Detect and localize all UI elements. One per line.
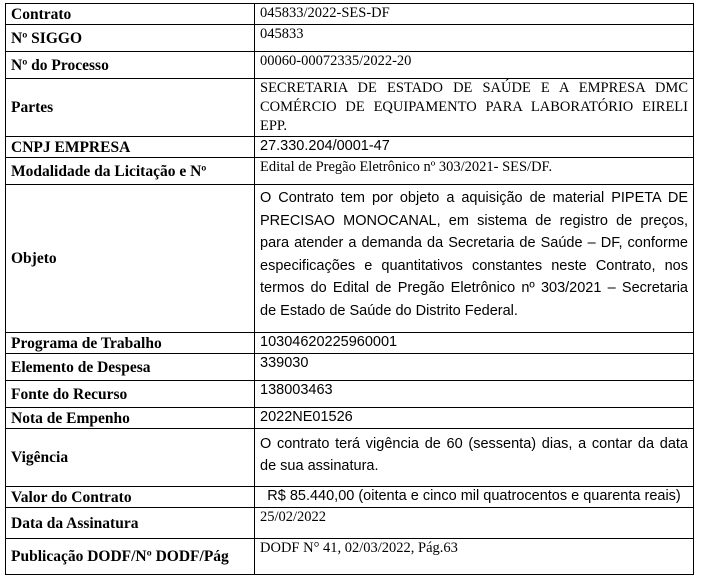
value-cnpj: 27.330.204/0001-47	[255, 137, 694, 158]
label-contrato: Contrato	[6, 4, 255, 25]
value-valor: R$ 85.440,00 (oitenta e cinco mil quatrocentos e quarenta reais)	[255, 487, 694, 508]
label-fonte: Fonte do Recurso	[6, 381, 255, 408]
label-publicacao: Publicação DODF/Nº DODF/Pág	[6, 539, 255, 575]
label-data-assinatura: Data da Assinatura	[6, 508, 255, 539]
table-row-empenho	[6, 408, 694, 429]
contract-summary-table	[5, 3, 694, 575]
table-row-objeto	[6, 185, 694, 333]
label-partes: Partes	[6, 79, 255, 137]
table-row-siggo	[6, 25, 694, 52]
table-row-publicacao	[6, 539, 694, 575]
label-processo: Nº do Processo	[6, 52, 255, 79]
label-elemento: Elemento de Despesa	[6, 354, 255, 381]
value-siggo: 045833	[255, 25, 694, 52]
table-row-processo	[6, 52, 694, 79]
table-row-fonte	[6, 381, 694, 408]
value-elemento: 339030	[255, 354, 694, 381]
value-partes: SECRETARIA DE ESTADO DE SAÚDE E A EMPRESA DMC COMÉRCIO DE EQUIPAMENTO PARA LABORATÓRIO EIRELI EPP.	[255, 79, 694, 137]
label-empenho: Nota de Empenho	[6, 408, 255, 429]
label-valor: Valor do Contrato	[6, 487, 255, 508]
value-data-assinatura: 25/02/2022	[255, 508, 694, 539]
value-processo: 00060-00072335/2022-20	[255, 52, 694, 79]
table-row-elemento	[6, 354, 694, 381]
label-programa: Programa de Trabalho	[6, 333, 255, 354]
label-vigencia: Vigência	[6, 429, 255, 487]
table-row-cnpj	[6, 137, 694, 158]
value-contrato: 045833/2022-SES-DF	[255, 4, 694, 25]
label-siggo: Nº SIGGO	[6, 25, 255, 52]
value-programa: 10304620225960001	[255, 333, 694, 354]
table-row-vigencia	[6, 429, 694, 487]
value-empenho: 2022NE01526	[255, 408, 694, 429]
table-row-partes	[6, 79, 694, 137]
value-fonte: 138003463	[255, 381, 694, 408]
table-row-programa	[6, 333, 694, 354]
label-cnpj: CNPJ EMPRESA	[6, 137, 255, 158]
label-modalidade: Modalidade da Licitação e Nº	[6, 158, 255, 185]
value-publicacao: DODF N° 41, 02/03/2022, Pág.63	[255, 539, 694, 575]
table-row-data-assinatura	[6, 508, 694, 539]
table-row-valor	[6, 487, 694, 508]
value-vigencia: O contrato terá vigência de 60 (sessenta) dias, a contar da data de sua assinatura.	[255, 429, 694, 487]
table-row-modalidade	[6, 158, 694, 185]
table-row-contrato	[6, 4, 694, 25]
value-modalidade: Edital de Pregão Eletrônico nº 303/2021- SES/DF.	[255, 158, 694, 185]
label-objeto: Objeto	[6, 185, 255, 333]
value-objeto: O Contrato tem por objeto a aquisição de material PIPETA DE PRECISAO MONOCANAL, em sistema de registro de preços, para atender a demanda da Secretaria de Saúde – DF, conforme especificações e quantitativos constantes neste Contrato, nos termos do Edital de Pregão Eletrônico nº 303/2021 – Secretaria de Estado de Saúde do Distrito Federal.	[255, 185, 694, 333]
